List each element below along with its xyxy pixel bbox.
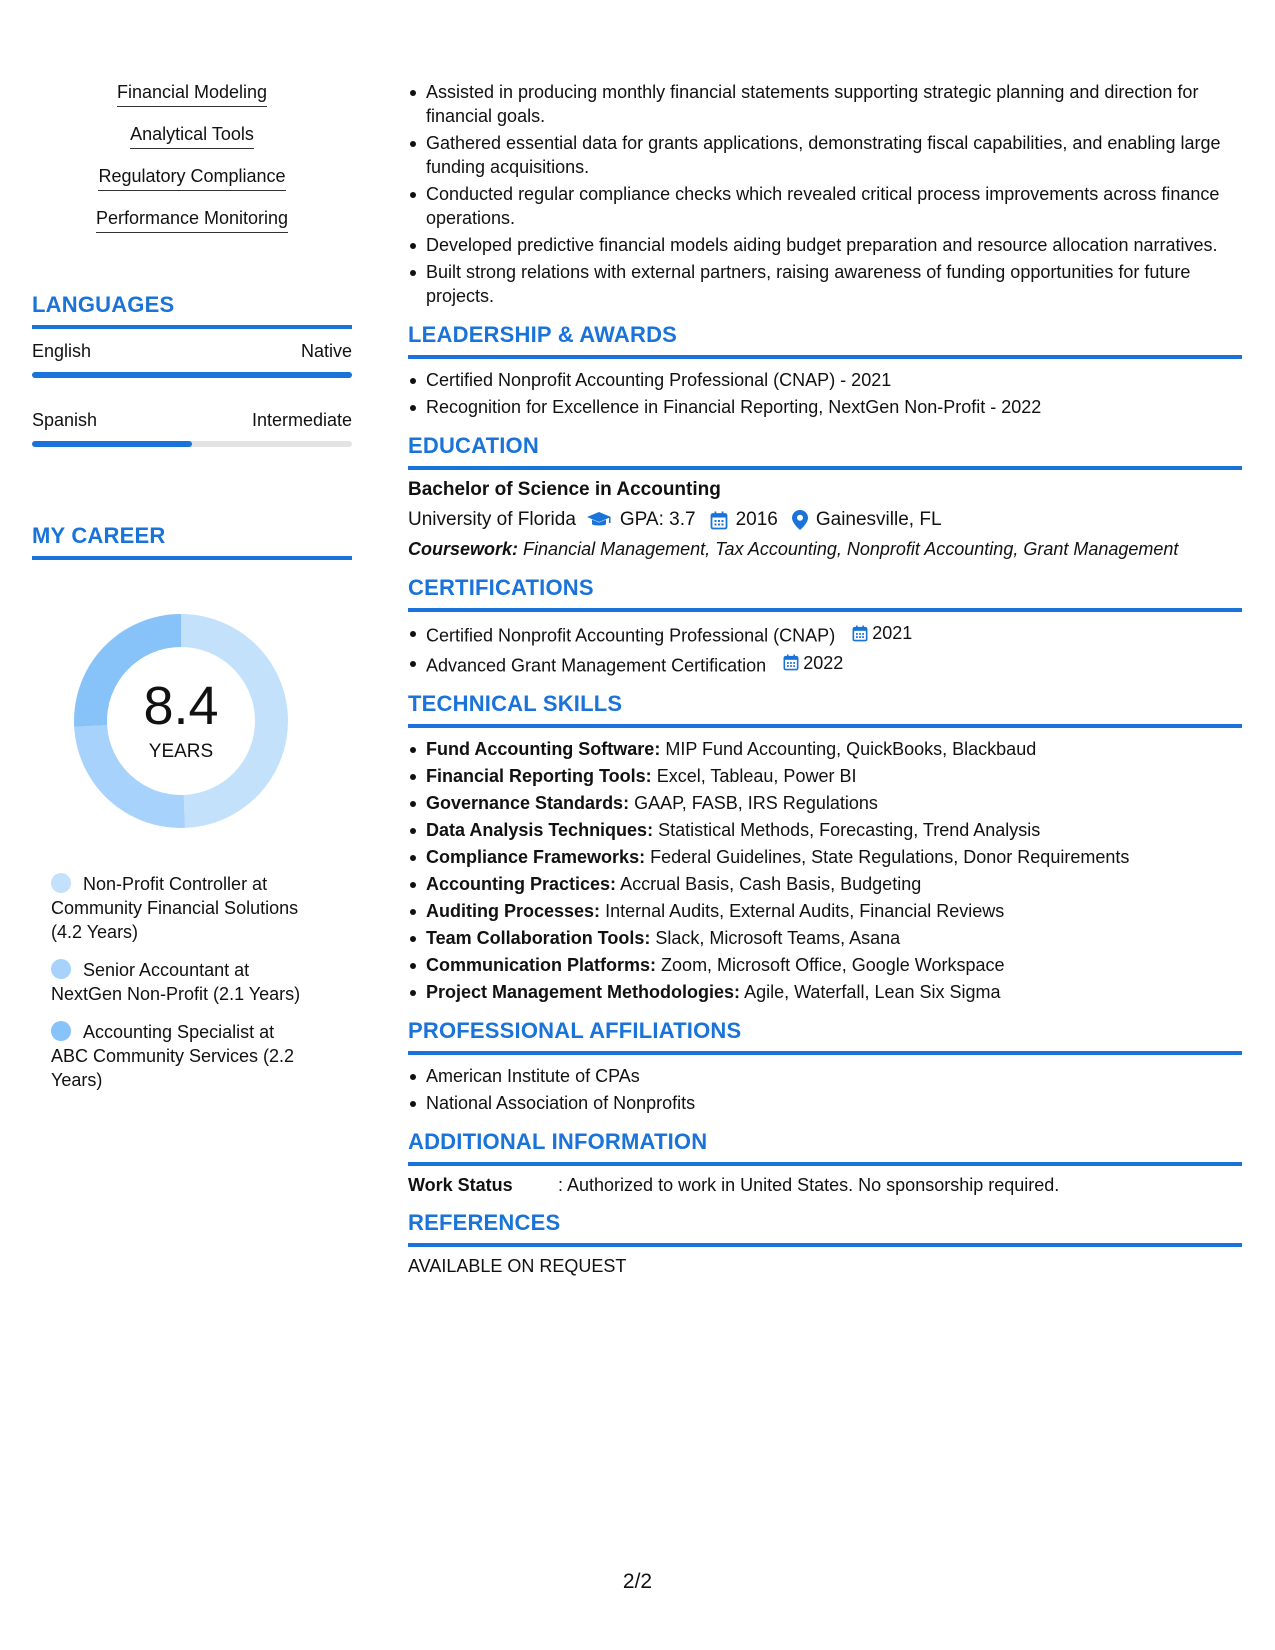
references-text: AVAILABLE ON REQUEST	[408, 1256, 627, 1276]
references-title: REFERENCES	[408, 1210, 1242, 1247]
legend-dot-icon	[51, 873, 71, 893]
skill-label: Financial Reporting Tools:	[426, 766, 652, 786]
skill-value: GAAP, FASB, IRS Regulations	[634, 793, 878, 813]
skill-item: Financial Modeling	[117, 82, 267, 107]
list-item	[408, 953, 1242, 977]
languages-section	[32, 292, 352, 447]
legend-dot-icon	[51, 1021, 71, 1041]
skill-label: Communication Platforms:	[426, 955, 657, 975]
career-legend-item	[51, 1020, 302, 1092]
calendar-icon	[783, 654, 799, 671]
list-item	[408, 737, 1242, 761]
language-row	[32, 341, 352, 362]
certification-name: Advanced Grant Management Certification	[426, 655, 767, 675]
leadership-title: LEADERSHIP & AWARDS	[408, 322, 1242, 359]
list-item: Built strong relations with external partners, raising awareness of funding opportunities for future projects.	[408, 260, 1242, 308]
career-unit: YEARS	[148, 741, 214, 762]
list-item	[408, 651, 1242, 678]
experience-bullets	[408, 80, 1242, 308]
additional-title: ADDITIONAL INFORMATION	[408, 1129, 1242, 1166]
list-item: Conducted regular compliance checks which revealed critical process improvements across finance operations.	[408, 182, 1242, 230]
legend-dot-icon	[51, 959, 71, 979]
career-title: MY CAREER	[32, 523, 352, 560]
list-item	[408, 621, 1242, 648]
skill-label: Auditing Processes:	[426, 901, 601, 921]
skill-value: Agile, Waterfall, Lean Six Sigma	[744, 982, 1001, 1002]
skill-item: Analytical Tools	[130, 124, 254, 149]
skill-item: Performance Monitoring	[96, 208, 288, 233]
references-section	[408, 1210, 1242, 1277]
list-item	[408, 872, 1242, 896]
list-item	[408, 980, 1242, 1004]
list-item: Recognition for Excellence in Financial Reporting, NextGen Non-Profit - 2022	[408, 395, 1242, 419]
list-item: Gathered essential data for grants applications, demonstrating fiscal capabilities, and enabling large funding acquisitions.	[408, 131, 1242, 179]
career-section	[32, 523, 352, 1092]
coursework-label: Coursework:	[408, 539, 519, 559]
language-name: Spanish	[32, 410, 98, 430]
certification-year: 2022	[803, 652, 844, 673]
list-item	[408, 899, 1242, 923]
language-bar	[32, 372, 352, 378]
language-bar	[32, 441, 352, 447]
skill-item: Regulatory Compliance	[98, 166, 285, 191]
skill-value: Federal Guidelines, State Regulations, Donor Requirements	[650, 847, 1130, 867]
affiliations-section	[408, 1018, 1242, 1115]
list-item: Assisted in producing monthly financial statements supporting strategic planning and direction for financial goals.	[408, 80, 1242, 128]
certifications-title: CERTIFICATIONS	[408, 575, 1242, 612]
career-role: Accounting Specialist at ABC Community Services (2.2 Years)	[51, 1022, 295, 1090]
left-column	[32, 82, 352, 1106]
school: University of Florida	[408, 509, 576, 530]
graduation-cap-icon	[586, 511, 612, 529]
language-level: Intermediate	[251, 410, 352, 430]
skill-value: Zoom, Microsoft Office, Google Workspace	[661, 955, 1005, 975]
work-status-value: : Authorized to work in United States. No sponsorship required.	[558, 1175, 1060, 1195]
skill-value: Accrual Basis, Cash Basis, Budgeting	[620, 874, 922, 894]
list-item: American Institute of CPAs	[408, 1064, 1242, 1088]
skill-label: Data Analysis Techniques:	[426, 820, 654, 840]
technical-skills-title: TECHNICAL SKILLS	[408, 691, 1242, 728]
education-section	[408, 433, 1242, 561]
career-legend	[32, 872, 302, 1092]
coursework-text: Financial Management, Tax Accounting, Nonprofit Accounting, Grant Management	[523, 539, 1179, 559]
list-item	[408, 926, 1242, 950]
certification-name: Certified Nonprofit Accounting Professional (CNAP)	[426, 625, 836, 646]
graduation-year: 2016	[735, 509, 778, 530]
leadership-section	[408, 322, 1242, 419]
list-item	[408, 818, 1242, 842]
skill-label: Compliance Frameworks:	[426, 847, 646, 867]
page-number: 2/2	[622, 1570, 653, 1593]
calendar-icon	[710, 511, 728, 530]
skill-label: Accounting Practices:	[426, 874, 617, 894]
languages-title: LANGUAGES	[32, 292, 352, 329]
right-column	[408, 80, 1242, 1277]
certification-year: 2021	[872, 623, 913, 643]
skill-value: MIP Fund Accounting, QuickBooks, Blackbaud	[665, 739, 1037, 759]
list-item: National Association of Nonprofits	[408, 1091, 1242, 1115]
coursework	[408, 537, 1242, 561]
language-name: English	[32, 341, 92, 361]
list-item: Certified Nonprofit Accounting Professional (CNAP) - 2021	[408, 368, 1242, 392]
skill-value: Excel, Tableau, Power BI	[656, 766, 857, 786]
school-location: Gainesville, FL	[815, 509, 942, 530]
list-item: Developed predictive financial models aiding budget preparation and resource allocation narratives.	[408, 233, 1242, 257]
certifications-section	[408, 575, 1242, 677]
gpa: GPA: 3.7	[619, 509, 696, 530]
skill-value: Slack, Microsoft Teams, Asana	[655, 928, 901, 948]
career-total: 8.4	[143, 676, 219, 736]
location-pin-icon	[792, 510, 808, 530]
affiliations-title: PROFESSIONAL AFFILIATIONS	[408, 1018, 1242, 1055]
skill-label: Governance Standards:	[426, 793, 630, 813]
work-status-label: Work Status	[408, 1175, 513, 1195]
career-role: Non-Profit Controller at Community Financial Solutions (4.2 Years)	[51, 874, 299, 942]
list-item	[408, 791, 1242, 815]
language-level: Native	[300, 341, 352, 361]
career-legend-item	[51, 958, 302, 1006]
career-donut	[66, 606, 296, 836]
skills-list	[32, 82, 352, 250]
list-item	[408, 764, 1242, 788]
technical-skills-section	[408, 691, 1242, 1004]
career-legend-item	[51, 872, 302, 944]
language-bar-fill	[32, 441, 192, 447]
degree: Bachelor of Science in Accounting	[408, 479, 721, 500]
skill-value: Statistical Methods, Forecasting, Trend Analysis	[658, 820, 1041, 840]
career-role: Senior Accountant at NextGen Non-Profit (2.1 Years)	[51, 960, 301, 1004]
skill-label: Fund Accounting Software:	[426, 739, 661, 759]
additional-section	[408, 1129, 1242, 1196]
calendar-icon	[852, 625, 868, 642]
list-item	[408, 845, 1242, 869]
language-row	[32, 410, 352, 431]
education-title: EDUCATION	[408, 433, 1242, 470]
skill-label: Project Management Methodologies:	[426, 982, 741, 1002]
skill-value: Internal Audits, External Audits, Financial Reviews	[605, 901, 1005, 921]
language-bar-fill	[32, 372, 352, 378]
skill-label: Team Collaboration Tools:	[426, 928, 651, 948]
